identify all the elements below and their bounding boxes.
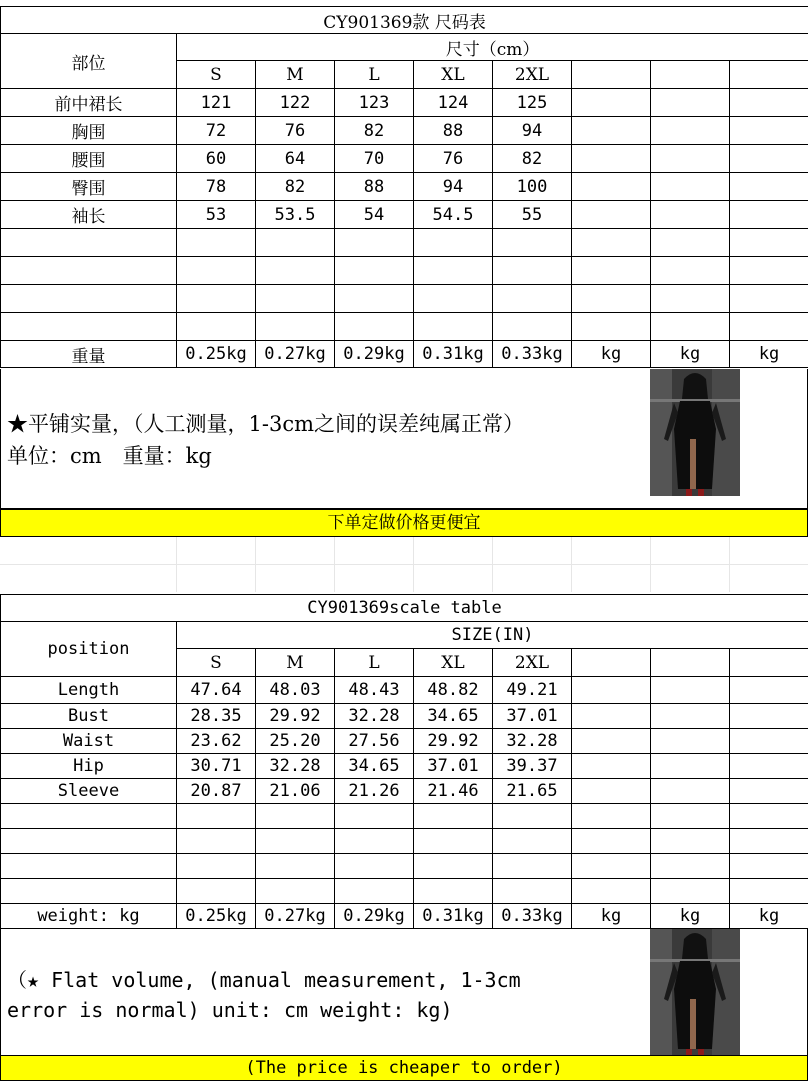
cell: 34.65 bbox=[414, 704, 493, 729]
weight-cell: kg bbox=[572, 904, 651, 929]
weight-cell: 0.29kg bbox=[335, 904, 414, 929]
weight-label: 重量 bbox=[1, 341, 177, 368]
table-row bbox=[1, 779, 808, 804]
cell: 124 bbox=[414, 89, 493, 117]
row-label: 腰围 bbox=[1, 145, 177, 173]
table-row bbox=[1, 89, 808, 117]
cn-size-2xl: 2XL bbox=[493, 61, 572, 89]
cell: 82 bbox=[493, 145, 572, 173]
cn-size-xl: XL bbox=[414, 61, 493, 89]
cell: 88 bbox=[335, 173, 414, 201]
cn-size-chart bbox=[0, 6, 808, 368]
weight-cell: 0.27kg bbox=[256, 341, 335, 368]
empty-row bbox=[1, 229, 808, 257]
cell: 27.56 bbox=[335, 729, 414, 754]
table-row bbox=[1, 201, 808, 229]
en-size-m: M bbox=[256, 649, 335, 677]
cell: 21.06 bbox=[256, 779, 335, 804]
weight-cell: 0.31kg bbox=[414, 341, 493, 368]
row-label: Waist bbox=[1, 729, 177, 754]
empty-row bbox=[1, 313, 808, 341]
cell: 94 bbox=[493, 117, 572, 145]
table-row bbox=[1, 729, 808, 754]
en-size-2xl: 2XL bbox=[493, 649, 572, 677]
weight-cell: kg bbox=[651, 341, 730, 368]
row-label: Bust bbox=[1, 704, 177, 729]
en-note-line2: error is normal) unit: cm weight: kg) bbox=[7, 995, 453, 1025]
row-label: 胸围 bbox=[1, 117, 177, 145]
cell: 76 bbox=[256, 117, 335, 145]
cell: 78 bbox=[177, 173, 256, 201]
weight-cell: kg bbox=[730, 341, 808, 368]
model-photo bbox=[650, 369, 740, 496]
cell: 94 bbox=[414, 173, 493, 201]
cell: 48.82 bbox=[414, 677, 493, 704]
cell: 54 bbox=[335, 201, 414, 229]
en-size-unit-header: SIZE(IN) bbox=[177, 622, 808, 649]
en-promo-banner: (The price is cheaper to order) bbox=[0, 1055, 808, 1081]
cell: 32.28 bbox=[256, 754, 335, 779]
cn-size-m: M bbox=[256, 61, 335, 89]
model-photo bbox=[650, 929, 740, 1056]
cell: 37.01 bbox=[414, 754, 493, 779]
row-label: Length bbox=[1, 677, 177, 704]
table-row bbox=[1, 173, 808, 201]
cell: 64 bbox=[256, 145, 335, 173]
cn-position-header: 部位 bbox=[1, 34, 177, 89]
cell: 53 bbox=[177, 201, 256, 229]
weight-cell: 0.27kg bbox=[256, 904, 335, 929]
empty-row bbox=[1, 879, 808, 904]
en-size-s: S bbox=[177, 649, 256, 677]
cell: 28.35 bbox=[177, 704, 256, 729]
en-position-header: position bbox=[1, 622, 177, 677]
table-row bbox=[1, 117, 808, 145]
empty-row bbox=[1, 285, 808, 313]
cn-note-area bbox=[0, 369, 808, 509]
cell: 48.03 bbox=[256, 677, 335, 704]
row-label: 袖长 bbox=[1, 201, 177, 229]
table-row bbox=[1, 677, 808, 704]
empty-row bbox=[1, 257, 808, 285]
en-size-table bbox=[0, 594, 808, 929]
table-row bbox=[1, 145, 808, 173]
cell: 53.5 bbox=[256, 201, 335, 229]
weight-row bbox=[1, 341, 808, 368]
cell: 60 bbox=[177, 145, 256, 173]
sheet-gap bbox=[0, 537, 808, 592]
weight-cell: 0.25kg bbox=[177, 341, 256, 368]
en-size-l: L bbox=[335, 649, 414, 677]
en-table-title: CY901369scale table bbox=[1, 595, 808, 622]
cell: 82 bbox=[335, 117, 414, 145]
cell: 21.65 bbox=[493, 779, 572, 804]
en-size-xl: XL bbox=[414, 649, 493, 677]
cell: 123 bbox=[335, 89, 414, 117]
cn-note-line2: 单位：cm 重量：kg bbox=[7, 441, 212, 471]
weight-cell: 0.33kg bbox=[493, 341, 572, 368]
cell: 88 bbox=[414, 117, 493, 145]
cell: 125 bbox=[493, 89, 572, 117]
cell: 47.64 bbox=[177, 677, 256, 704]
cell: 100 bbox=[493, 173, 572, 201]
cn-size-unit-header: 尺寸（cm） bbox=[177, 34, 808, 61]
weight-cell: 0.25kg bbox=[177, 904, 256, 929]
cn-promo-banner: 下单定做价格更便宜 bbox=[0, 509, 808, 537]
weight-label: weight: kg bbox=[1, 904, 177, 929]
cn-size-table bbox=[0, 6, 808, 368]
row-label: Sleeve bbox=[1, 779, 177, 804]
cell: 29.92 bbox=[414, 729, 493, 754]
cell: 29.92 bbox=[256, 704, 335, 729]
cell: 25.20 bbox=[256, 729, 335, 754]
cn-size-s: S bbox=[177, 61, 256, 89]
empty-row bbox=[1, 854, 808, 879]
empty-row bbox=[1, 829, 808, 854]
table-row bbox=[1, 704, 808, 729]
row-label: 前中裙长 bbox=[1, 89, 177, 117]
cell: 70 bbox=[335, 145, 414, 173]
cell: 32.28 bbox=[493, 729, 572, 754]
cell: 21.46 bbox=[414, 779, 493, 804]
weight-cell: 0.31kg bbox=[414, 904, 493, 929]
cell: 21.26 bbox=[335, 779, 414, 804]
cell: 30.71 bbox=[177, 754, 256, 779]
cn-size-l: L bbox=[335, 61, 414, 89]
weight-cell: 0.33kg bbox=[493, 904, 572, 929]
weight-cell: kg bbox=[730, 904, 808, 929]
cell: 121 bbox=[177, 89, 256, 117]
row-label: Hip bbox=[1, 754, 177, 779]
cell: 72 bbox=[177, 117, 256, 145]
weight-row bbox=[1, 904, 808, 929]
cn-table-title: CY901369款 尺码表 bbox=[1, 7, 808, 34]
cell: 32.28 bbox=[335, 704, 414, 729]
cell: 37.01 bbox=[493, 704, 572, 729]
cell: 34.65 bbox=[335, 754, 414, 779]
en-size-chart bbox=[0, 594, 808, 929]
cell: 20.87 bbox=[177, 779, 256, 804]
cell: 76 bbox=[414, 145, 493, 173]
cell: 82 bbox=[256, 173, 335, 201]
empty-row bbox=[1, 804, 808, 829]
cell: 122 bbox=[256, 89, 335, 117]
en-note-line1: （★ Flat volume, (manual measurement, 1-3cm bbox=[7, 965, 521, 995]
cell: 39.37 bbox=[493, 754, 572, 779]
weight-cell: kg bbox=[651, 904, 730, 929]
cell: 48.43 bbox=[335, 677, 414, 704]
cell: 54.5 bbox=[414, 201, 493, 229]
weight-cell: 0.29kg bbox=[335, 341, 414, 368]
cell: 49.21 bbox=[493, 677, 572, 704]
weight-cell: kg bbox=[572, 341, 651, 368]
cell: 23.62 bbox=[177, 729, 256, 754]
en-note-area bbox=[0, 929, 808, 1056]
cell: 55 bbox=[493, 201, 572, 229]
row-label: 臀围 bbox=[1, 173, 177, 201]
table-row bbox=[1, 754, 808, 779]
cn-note-line1: ★平铺实量，（人工测量，1-3cm之间的误差纯属正常） bbox=[7, 409, 524, 439]
